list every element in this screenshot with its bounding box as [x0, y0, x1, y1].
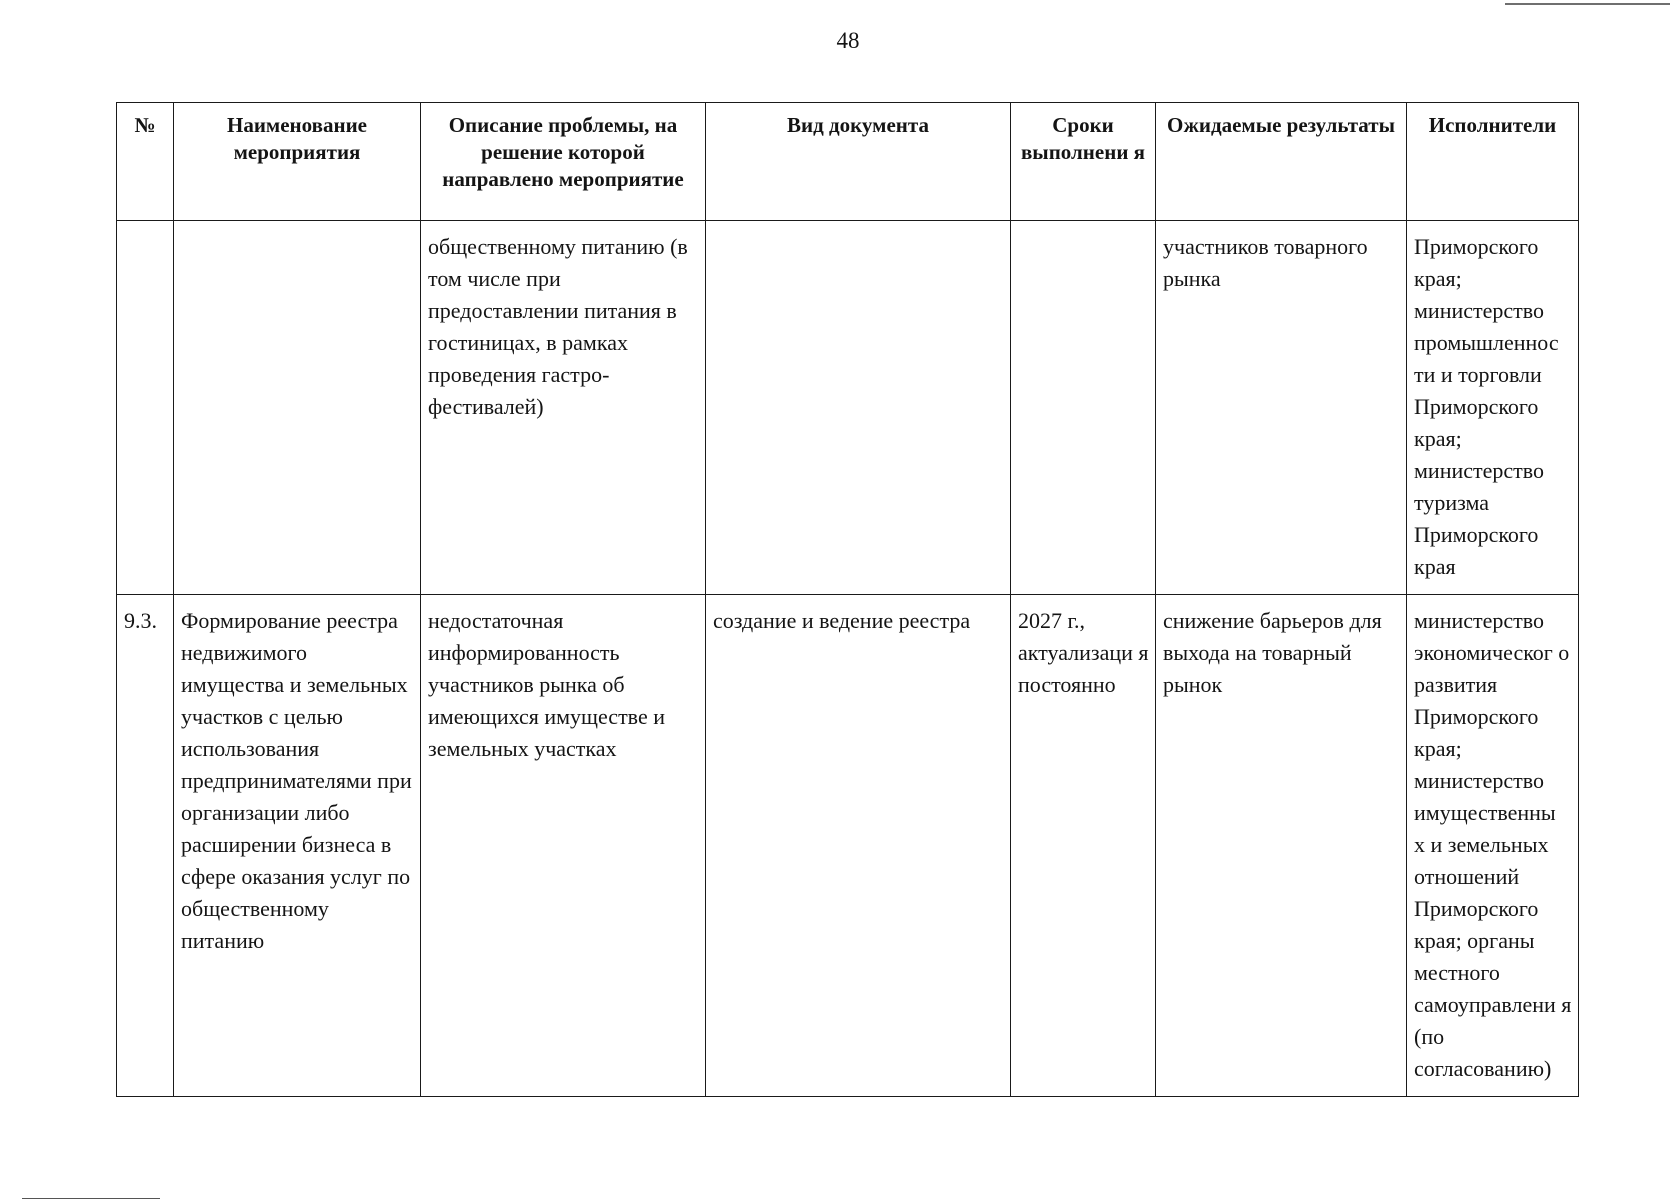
cell-doc-type: создание и ведение реестра [706, 595, 1011, 1097]
cell-number [117, 221, 174, 595]
cell-name: Формирование реестра недвижимого имущества и земельных участков с целью использования предпринимателями при организации либо расширении бизнеса в сфере оказания услуг по общественному питанию [174, 595, 421, 1097]
table-row [117, 221, 1579, 595]
header-doc-type: Вид документа [706, 103, 1011, 221]
page-number: 48 [836, 28, 860, 53]
cell-executors: Приморского края; министерство промышленнос ти и торговли Приморского края; министерство туризма Приморского края [1407, 221, 1579, 595]
header-results: Ожидаемые результаты [1156, 103, 1407, 221]
header-executors: Исполнители [1407, 103, 1579, 221]
table-row [117, 595, 1579, 1097]
header-problem: Описание проблемы, на решение которой направлено мероприятие [421, 103, 706, 221]
cell-results: участников товарного рынка [1156, 221, 1407, 595]
cell-deadline [1011, 221, 1156, 595]
scan-edge-line-bottom [22, 1198, 160, 1199]
cell-results: снижение барьеров для выхода на товарный рынок [1156, 595, 1407, 1097]
cell-doc-type [706, 221, 1011, 595]
cell-problem: недостаточная информированность участников рынка об имеющихся имуществе и земельных участках [421, 595, 706, 1097]
header-number: № [117, 103, 174, 221]
cell-name [174, 221, 421, 595]
header-deadline: Сроки выполнени я [1011, 103, 1156, 221]
scan-edge-line-top [1505, 3, 1670, 5]
measures-table [116, 102, 1579, 1097]
cell-number: 9.3. [117, 595, 174, 1097]
cell-deadline: 2027 г., актуализаци я постоянно [1011, 595, 1156, 1097]
cell-problem: общественному питанию (в том числе при предоставлении питания в гостиницах, в рамках проведения гастро- фестивалей) [421, 221, 706, 595]
table-header-row [117, 103, 1579, 221]
header-name: Наименование мероприятия [174, 103, 421, 221]
cell-executors: министерство экономическог о развития Приморского края; министерство имущественны х и земельных отношений Приморского края; органы местного самоуправлени я (по согласованию) [1407, 595, 1579, 1097]
